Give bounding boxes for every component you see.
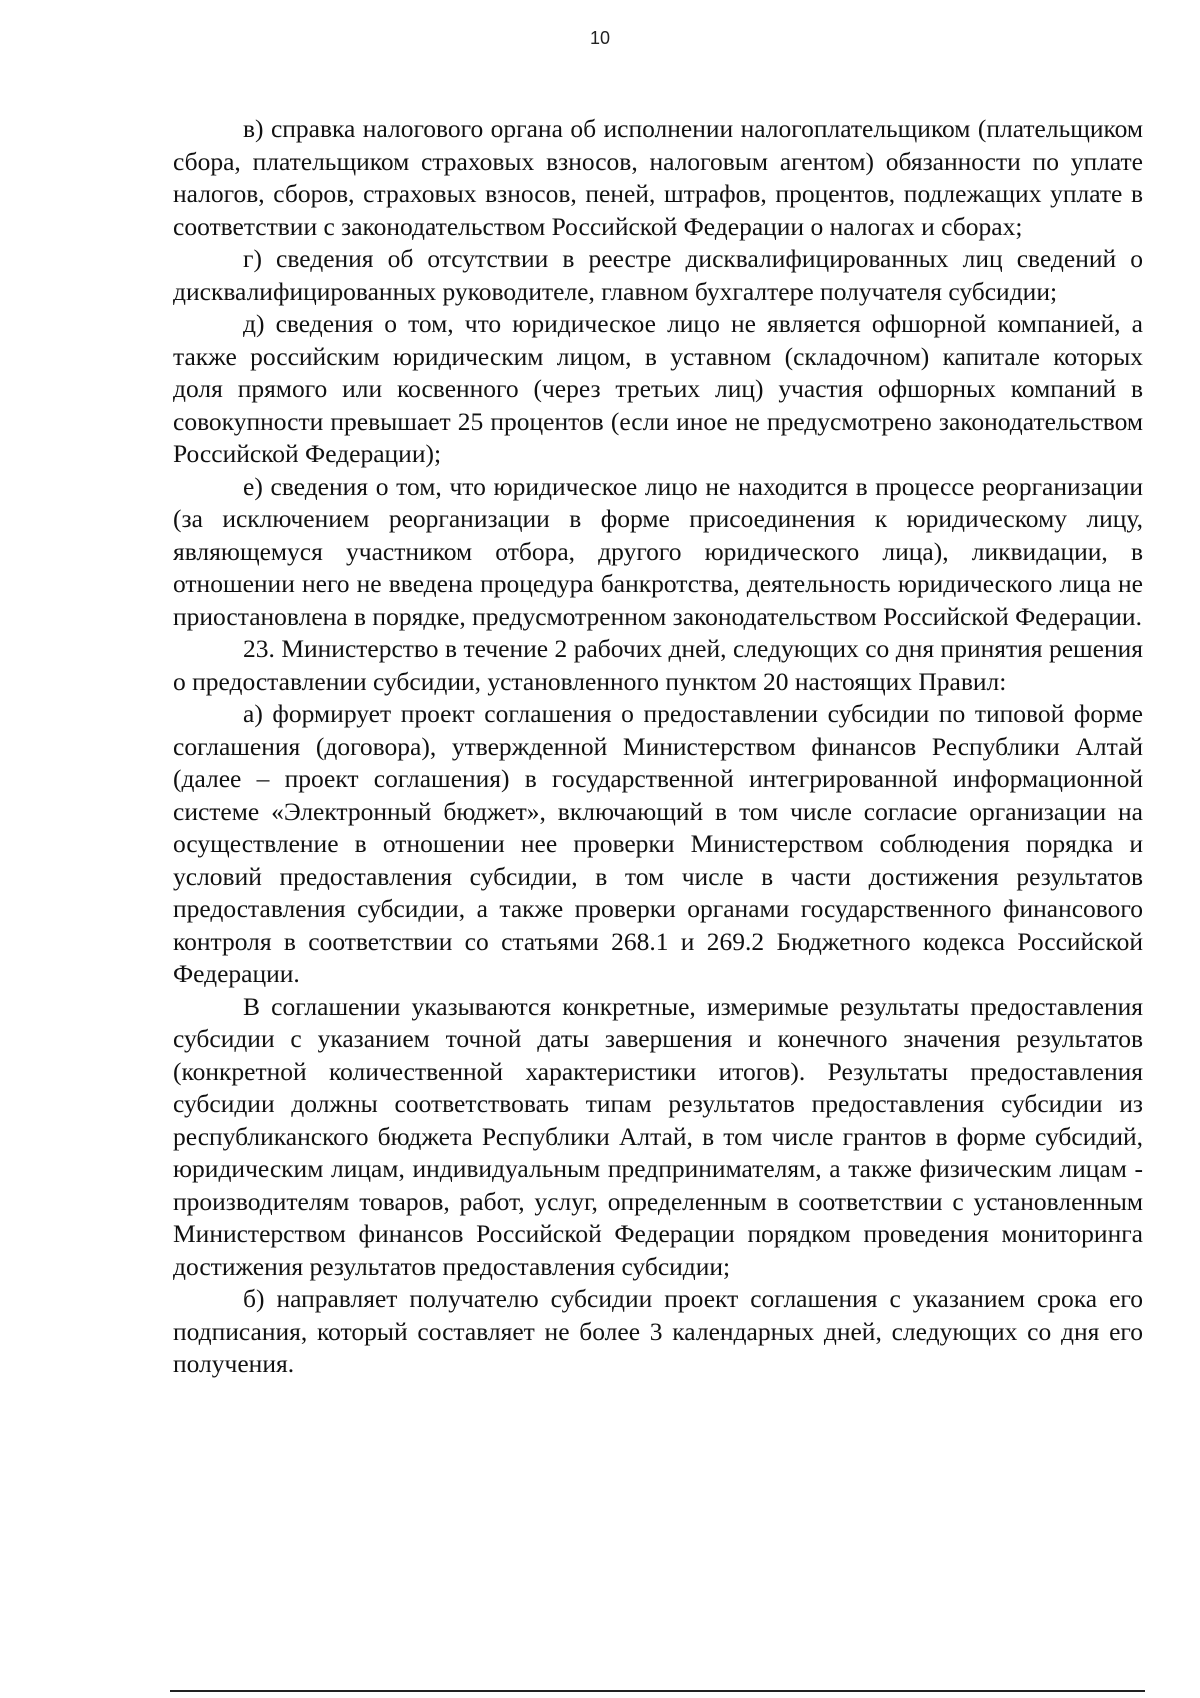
paragraph-a-draft-agreement: а) формирует проект соглашения о предоставлении субсидии по типовой форме соглашения (договора), утвержденной Министерством финансов Республики Алтай (далее – проект соглашения) в государственной интегрированной информационной системе «Электронный бюджет», включающий в том числе согласие организации на осуществление в отношении нее проверки Министерством соблюдения порядка и условий предоставления субсидии, в том числе в части достижения результатов предоставления субсидии, а также проверки органами государственного финансового контроля в соответствии со статьями 268.1 и 269.2 Бюджетного кодекса Российской Федерации. bbox=[173, 699, 1143, 988]
paragraph-d-offshore-company: д) сведения о том, что юридическое лицо не является офшорной компанией, а также российским юридическим лицом, в уставном (складочном) капитале которых доля прямого или косвенного (через третьих лиц) участия офшорных компаний в совокупности превышает 25 процентов (если иное не предусмотрено законодательством Российской Федерации); bbox=[173, 309, 1143, 468]
paragraph-e-reorganization: е) сведения о том, что юридическое лицо не находится в процессе реорганизации (за исключением реорганизации в форме присоединения к юридическому лицу, являющемуся участником отбора, другого юридического лица), ликвидации, в отношении него не введена процедура банкротства, деятельность юридического лица не приостановлена в порядке, предусмотренном законодательством Российской Федерации. bbox=[173, 471, 1143, 631]
paragraph-v-tax-certificate: в) справка налогового органа об исполнении налогоплательщиком (плательщиком сбора, плательщиком страховых взносов, налоговым агентом) обязанности по уплате налогов, сборов, страховых взносов, пеней, штрафов, процентов, подлежащих уплате в соответствии с законодательством Российской Федерации о налогах и сборах; bbox=[173, 114, 1143, 241]
paragraph-agreement-results: В соглашении указываются конкретные, измеримые результаты предоставления субсидии с указанием точной даты завершения и конечного значения результатов (конкретной количественной характеристики итогов). Результаты предоставления субсидии должны соответствовать типам результатов предоставления субсидии из республиканского бюджета Республики Алтай, в том числе грантов в форме субсидий, юридическим лицам, индивидуальным предпринимателям, а также физическим лицам - производителям товаров, работ, услуг, определенным в соответствии с установленным Министерством финансов Российской Федерации порядком проведения мониторинга достижения результатов предоставления субсидии; bbox=[173, 991, 1143, 1281]
paragraph-g-disqualified-persons: г) сведения об отсутствии в реестре дисквалифицированных лиц сведений о дисквалифицированных руководителе, главном бухгалтере получателя субсидии; bbox=[173, 244, 1143, 306]
footer-rule bbox=[170, 1690, 1145, 1692]
document-body bbox=[173, 113, 1143, 1381]
page-number: 10 bbox=[589, 28, 611, 48]
paragraph-b-send-draft: б) направляет получателю субсидии проект соглашения с указанием срока его подписания, который составляет не более 3 календарных дней, следующих со дня его получения. bbox=[173, 1284, 1143, 1378]
paragraph-23-ministry: 23. Министерство в течение 2 рабочих дней, следующих со дня принятия решения о предоставлении субсидии, установленного пунктом 20 настоящих Правил: bbox=[173, 634, 1143, 696]
